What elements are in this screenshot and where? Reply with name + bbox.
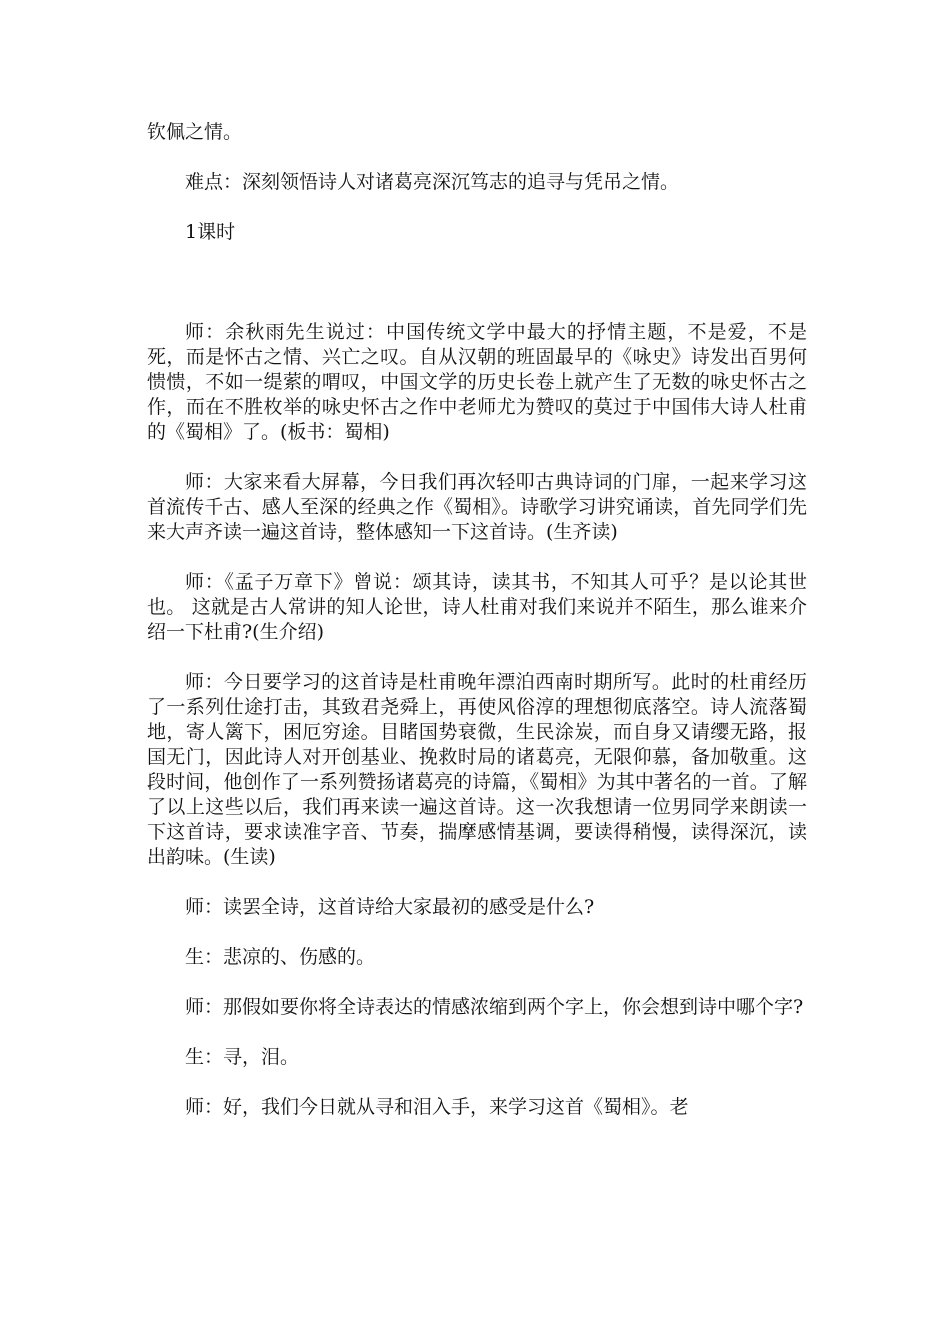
paragraph-teacher-question: 师：读罢全诗，这首诗给大家最初的感受是什么? <box>185 896 595 918</box>
paragraph-class-hours: 1课时 <box>185 221 236 243</box>
paragraph-teacher-intro: 师：余秋雨先生说过：中国传统文学中最大的抒情主题，不是爱，不是死，而是怀古之情、兴亡之叹。自从汉朝的班固最早的《咏史》诗发出百男何愦愦，不如一缇萦的喟叹，中国文学的历史长卷上就产生了无数的咏史怀古之作，而在不胜枚举的咏史怀古之作中老师尤为赞叹的莫过于中国伟大诗人杜甫的《蜀相》了。(板书：蜀相) <box>147 321 807 443</box>
document-body <box>147 120 807 1145</box>
paragraph-student-two-words: 生：寻，泪。 <box>185 1046 300 1068</box>
paragraph-teacher-mencius: 师：《孟子万章下》曾说：颂其诗，读其书，不知其人可乎？是以论其世也。 这就是古人常讲的知人论世，诗人杜甫对我们来说并不陌生，那么谁来介绍一下杜甫?(生介绍) <box>147 571 807 643</box>
paragraph-teacher-start: 师：好，我们今日就从寻和泪入手，来学习这首《蜀相》。老 <box>185 1096 689 1118</box>
paragraph-difficulty: 难点：深刻领悟诗人对诸葛亮深沉笃志的追寻与凭吊之情。 <box>185 171 680 193</box>
paragraph-student-answer: 生：悲凉的、伤感的。 <box>185 946 376 968</box>
blank-gap <box>147 270 807 320</box>
paragraph-teacher-two-words: 师：那假如要你将全诗表达的情感浓缩到两个字上，你会想到诗中哪个字? <box>185 996 804 1018</box>
paragraph-teacher-background: 师：今日要学习的这首诗是杜甫晚年漂泊西南时期所写。此时的杜甫经历了一系列仕途打击，其致君尧舜上，再使风俗淳的理想彻底落空。诗人流落蜀地，寄人篱下，困厄穷途。目睹国势衰微，生民涂炭，而自身又请缨无路，报国无门，因此诗人对开创基业、挽救时局的诸葛亮，无限仰慕，备加敬重。这段时间，他创作了一系列赞扬诸葛亮的诗篇，《蜀相》为其中著名的一首。了解了以上这些以后，我们再来读一遍这首诗。这一次我想请一位男同学来朗读一下这首诗，要求读准字音、节奏，揣摩感情基调，要读得稍慢，读得深沉，读出韵味。(生读) <box>147 671 807 868</box>
paragraph-teacher-screen: 师：大家来看大屏幕，今日我们再次轻叩古典诗词的门扉，一起来学习这首流传千古、感人至深的经典之作《蜀相》。诗歌学习讲究诵读，首先同学们先来大声齐读一遍这首诗，整体感知一下这首诗。(生齐读) <box>147 471 807 543</box>
paragraph-continuation: 钦佩之情。 <box>147 121 243 143</box>
